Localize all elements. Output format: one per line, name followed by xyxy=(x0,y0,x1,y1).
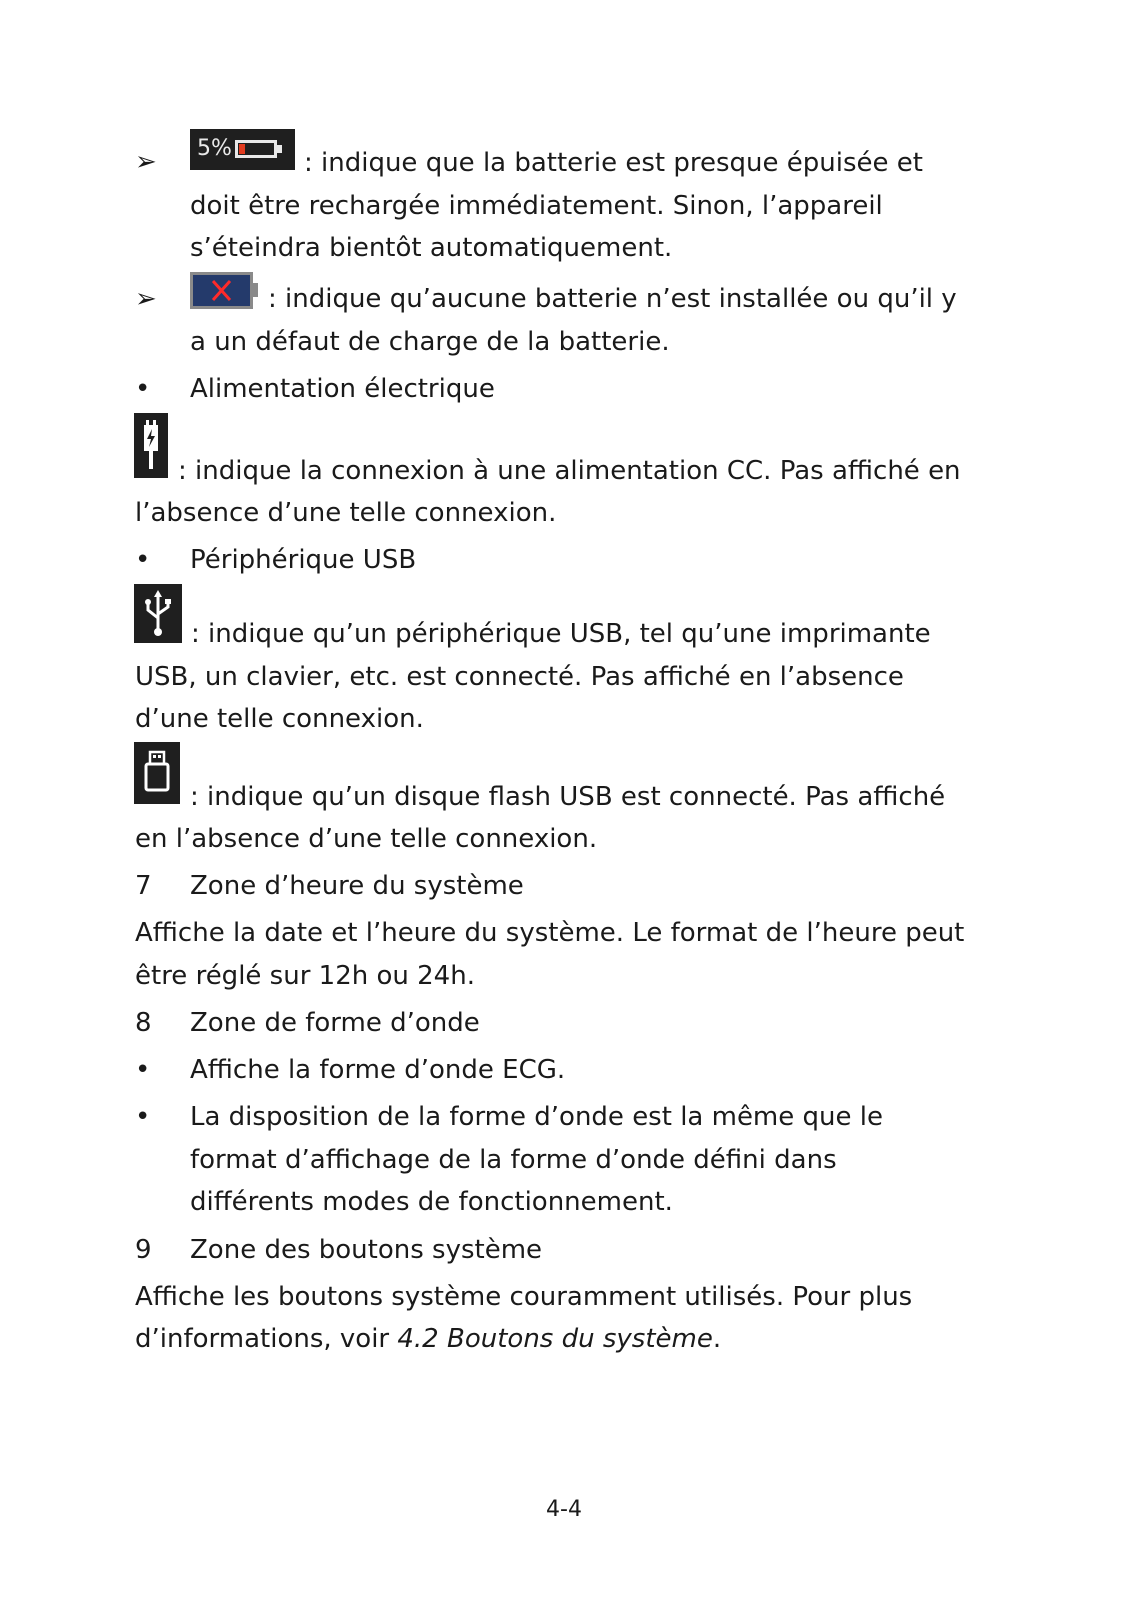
section9-text-1: Affiche les boutons système couramment utilisés. Pour plus xyxy=(135,1282,913,1312)
section-number: 9 xyxy=(135,1235,152,1265)
usb-device-heading: Périphérique USB xyxy=(190,545,417,575)
battery-low-icon xyxy=(190,129,295,170)
section8-bullet-2-line-1: La disposition de la forme d’onde est la même que le xyxy=(190,1102,883,1132)
section8-bullet-2-line-2: format d’affichage de la forme d’onde défini dans xyxy=(190,1145,837,1175)
usb-flash-drive-icon xyxy=(134,742,180,804)
battery-low-text-1: : indique que la batterie est presque épuisée et xyxy=(304,148,923,178)
bullet: • xyxy=(135,545,151,575)
cross-reference-link[interactable]: 4.2 Boutons du système xyxy=(397,1324,713,1354)
dc-power-icon xyxy=(134,413,168,478)
section8-bullet-1: Affiche la forme d’onde ECG. xyxy=(190,1055,566,1085)
usb-device-text-2: USB, un clavier, etc. est connecté. Pas affiché en l’absence xyxy=(135,662,904,692)
power-supply-heading: Alimentation électrique xyxy=(190,374,495,404)
section-number: 7 xyxy=(135,871,152,901)
usb-icon xyxy=(134,584,182,643)
bullet: • xyxy=(135,1055,151,1085)
usb-device-text-1: : indique qu’un périphérique USB, tel qu’une imprimante xyxy=(191,619,931,649)
section8-bullet-2-line-3: différents modes de fonctionnement. xyxy=(190,1187,673,1217)
section7-text-1: Affiche la date et l’heure du système. Le format de l’heure peut xyxy=(135,918,965,948)
arrow-bullet: ➢ xyxy=(135,147,157,177)
battery-missing-icon xyxy=(190,272,260,309)
section9-text-2 xyxy=(135,1323,721,1355)
arrow-bullet: ➢ xyxy=(135,284,157,314)
page-number: 4-4 xyxy=(546,1497,582,1522)
power-supply-text-2: l’absence d’une telle connexion. xyxy=(135,498,557,528)
usb-flash-text-1: : indique qu’un disque flash USB est connecté. Pas affiché xyxy=(190,782,946,812)
battery-low-text-3: s’éteindra bientôt automatiquement. xyxy=(190,233,673,263)
battery-missing-text-1: : indique qu’aucune batterie n’est installée ou qu’il y xyxy=(268,284,957,314)
section-number: 8 xyxy=(135,1008,152,1038)
battery-missing-text-2: a un défaut de charge de la batterie. xyxy=(190,327,670,357)
power-supply-text-1: : indique la connexion à une alimentation CC. Pas affiché en xyxy=(178,456,961,486)
section7-text-2: être réglé sur 12h ou 24h. xyxy=(135,961,475,991)
usb-device-text-3: d’une telle connexion. xyxy=(135,704,424,734)
battery-low-text-2: doit être rechargée immédiatement. Sinon, l’appareil xyxy=(190,191,883,221)
section-title: Zone de forme d’onde xyxy=(190,1008,480,1038)
section-title: Zone des boutons système xyxy=(190,1235,543,1265)
section9-text-2-prefix: d’informations, voir xyxy=(135,1324,398,1354)
usb-flash-text-2: en l’absence d’une telle connexion. xyxy=(135,824,598,854)
bullet: • xyxy=(135,374,151,404)
bullet: • xyxy=(135,1102,151,1132)
section-title: Zone d’heure du système xyxy=(190,871,524,901)
battery-percent-label: 5% xyxy=(197,136,232,161)
section9-text-2-suffix: . xyxy=(712,1324,722,1354)
